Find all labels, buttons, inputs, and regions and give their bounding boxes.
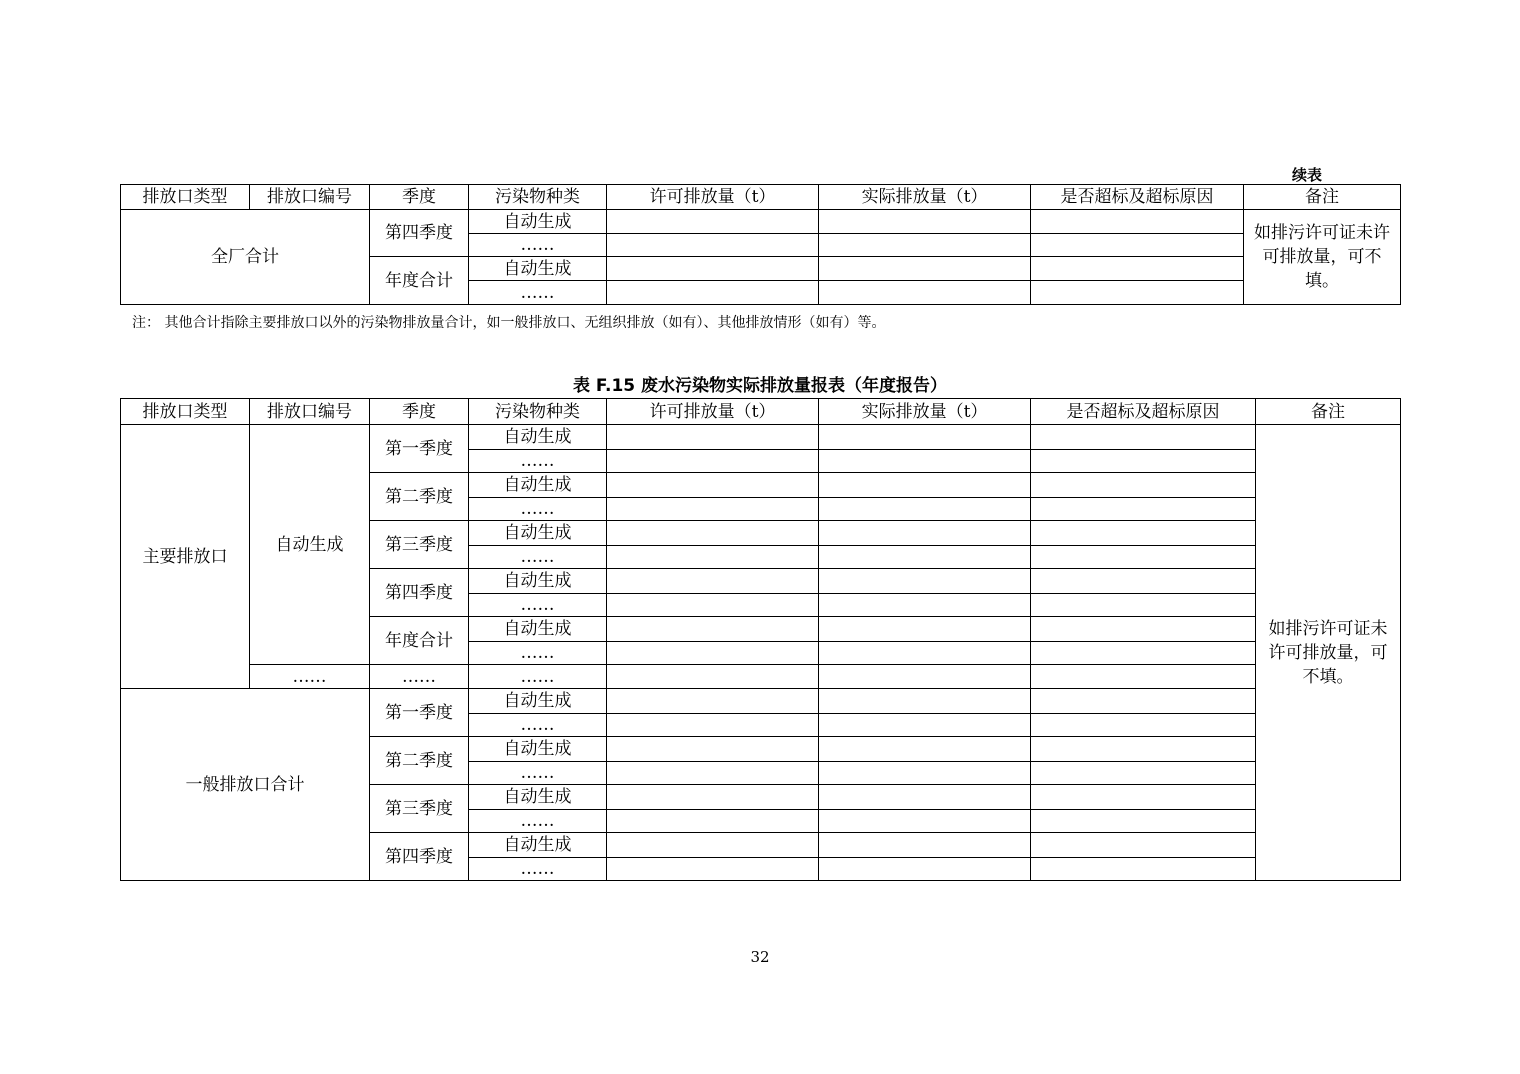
header-quarter: 季度	[370, 185, 469, 210]
pollutant-cell: 自动生成	[469, 473, 607, 498]
table-note: 注： 其他合计指除主要排放口以外的污染物排放量合计，如一般排放口、无组织排放（如有）、其他排放情形（如有）等。	[132, 315, 886, 331]
data-cell	[1031, 234, 1244, 257]
data-cell	[819, 665, 1031, 689]
pollutant-cell: ……	[469, 450, 607, 473]
data-cell	[607, 689, 819, 714]
data-cell	[607, 257, 819, 281]
data-cell	[1031, 498, 1256, 521]
data-cell	[1031, 257, 1244, 281]
data-cell	[819, 521, 1031, 546]
data-cell	[1031, 689, 1256, 714]
pollutant-cell: ……	[469, 234, 607, 257]
annual-report-table	[120, 398, 1401, 881]
data-cell	[1031, 281, 1244, 305]
quarter-cell: 第四季度	[370, 833, 469, 881]
data-cell	[1031, 425, 1256, 450]
pollutant-cell: 自动生成	[469, 833, 607, 858]
data-cell	[607, 521, 819, 546]
data-cell	[819, 617, 1031, 642]
header-remark: 备注	[1256, 399, 1401, 425]
pollutant-cell: 自动生成	[469, 521, 607, 546]
remark-cell: 如排污许可证未许可排放量，可不填。	[1244, 210, 1401, 305]
data-cell	[1031, 210, 1244, 234]
general-outlet-total-cell: 一般排放口合计	[121, 689, 370, 881]
header-permitted: 许可排放量（t）	[607, 399, 819, 425]
pollutant-cell: ……	[469, 858, 607, 881]
pollutant-cell: ……	[469, 498, 607, 521]
header-outlet-id: 排放口编号	[250, 185, 370, 210]
data-cell	[1031, 642, 1256, 665]
data-cell	[1031, 665, 1256, 689]
pollutant-cell: 自动生成	[469, 737, 607, 762]
data-cell	[1031, 617, 1256, 642]
data-cell	[1031, 833, 1256, 858]
data-cell	[607, 569, 819, 594]
plant-total-cell: 全厂合计	[121, 210, 370, 305]
pollutant-cell: 自动生成	[469, 689, 607, 714]
data-cell	[1031, 569, 1256, 594]
data-cell	[607, 858, 819, 881]
data-cell	[819, 450, 1031, 473]
remark-cell: 如排污许可证未许可排放量，可不填。	[1256, 425, 1401, 881]
header-exceed: 是否超标及超标原因	[1031, 399, 1256, 425]
pollutant-cell: ……	[469, 665, 607, 689]
data-cell	[607, 642, 819, 665]
data-cell	[1031, 714, 1256, 737]
data-cell	[819, 714, 1031, 737]
data-cell	[607, 594, 819, 617]
data-cell	[607, 425, 819, 450]
data-cell	[819, 281, 1031, 305]
data-cell	[607, 450, 819, 473]
header-remark: 备注	[1244, 185, 1401, 210]
data-cell	[1031, 473, 1256, 498]
quarter-cell: 第二季度	[370, 473, 469, 521]
data-cell	[607, 546, 819, 569]
data-cell	[819, 498, 1031, 521]
header-outlet-type: 排放口类型	[121, 399, 250, 425]
header-pollutant: 污染物种类	[469, 185, 607, 210]
quarter-cell: 第三季度	[370, 785, 469, 833]
quarter-cell: ……	[370, 665, 469, 689]
quarter-cell: 第四季度	[370, 569, 469, 617]
page-number: 32	[750, 948, 770, 966]
data-cell	[607, 762, 819, 785]
quarter-cell: 年度合计	[370, 617, 469, 665]
header-actual: 实际排放量（t）	[819, 185, 1031, 210]
pollutant-cell: 自动生成	[469, 569, 607, 594]
data-cell	[607, 281, 819, 305]
data-cell	[819, 737, 1031, 762]
data-cell	[607, 473, 819, 498]
header-outlet-id: 排放口编号	[250, 399, 370, 425]
data-cell	[607, 617, 819, 642]
pollutant-cell: 自动生成	[469, 257, 607, 281]
pollutant-cell: ……	[469, 762, 607, 785]
data-cell	[1031, 594, 1256, 617]
data-cell	[819, 569, 1031, 594]
data-cell	[819, 594, 1031, 617]
data-cell	[819, 257, 1031, 281]
data-cell	[607, 785, 819, 810]
header-exceed: 是否超标及超标原因	[1031, 185, 1244, 210]
pollutant-cell: ……	[469, 281, 607, 305]
data-cell	[607, 737, 819, 762]
quarter-cell: 第三季度	[370, 521, 469, 569]
pollutant-cell: ……	[469, 714, 607, 737]
data-cell	[819, 642, 1031, 665]
data-cell	[607, 810, 819, 833]
data-cell	[819, 689, 1031, 714]
data-cell	[819, 210, 1031, 234]
data-cell	[819, 762, 1031, 785]
table-title: 表 F.15 废水污染物实际排放量报表（年度报告）	[572, 376, 948, 396]
pollutant-cell: ……	[469, 546, 607, 569]
pollutant-cell: 自动生成	[469, 425, 607, 450]
data-cell	[819, 785, 1031, 810]
data-cell	[819, 473, 1031, 498]
quarter-cell: 第一季度	[370, 425, 469, 473]
data-cell	[819, 810, 1031, 833]
header-quarter: 季度	[370, 399, 469, 425]
continued-table	[120, 184, 1401, 305]
data-cell	[607, 234, 819, 257]
data-cell	[1031, 521, 1256, 546]
pollutant-cell: ……	[469, 642, 607, 665]
header-permitted: 许可排放量（t）	[607, 185, 819, 210]
continuation-label: 续表	[1292, 166, 1323, 184]
data-cell	[1031, 546, 1256, 569]
quarter-cell: 第四季度	[370, 210, 469, 257]
data-cell	[607, 498, 819, 521]
outlet-id-cell: ……	[250, 665, 370, 689]
data-cell	[819, 234, 1031, 257]
data-cell	[1031, 785, 1256, 810]
pollutant-cell: 自动生成	[469, 210, 607, 234]
quarter-cell: 年度合计	[370, 257, 469, 305]
data-cell	[607, 714, 819, 737]
data-cell	[819, 546, 1031, 569]
data-cell	[1031, 450, 1256, 473]
header-actual: 实际排放量（t）	[819, 399, 1031, 425]
data-cell	[607, 210, 819, 234]
data-cell	[1031, 810, 1256, 833]
quarter-cell: 第一季度	[370, 689, 469, 737]
data-cell	[1031, 858, 1256, 881]
data-cell	[607, 833, 819, 858]
header-pollutant: 污染物种类	[469, 399, 607, 425]
main-outlet-cell: 主要排放口	[121, 425, 250, 689]
pollutant-cell: 自动生成	[469, 785, 607, 810]
outlet-id-cell: 自动生成	[250, 425, 370, 665]
pollutant-cell: ……	[469, 594, 607, 617]
data-cell	[607, 665, 819, 689]
data-cell	[819, 858, 1031, 881]
data-cell	[1031, 762, 1256, 785]
data-cell	[1031, 737, 1256, 762]
data-cell	[819, 833, 1031, 858]
pollutant-cell: ……	[469, 810, 607, 833]
header-outlet-type: 排放口类型	[121, 185, 250, 210]
data-cell	[819, 425, 1031, 450]
pollutant-cell: 自动生成	[469, 617, 607, 642]
quarter-cell: 第二季度	[370, 737, 469, 785]
